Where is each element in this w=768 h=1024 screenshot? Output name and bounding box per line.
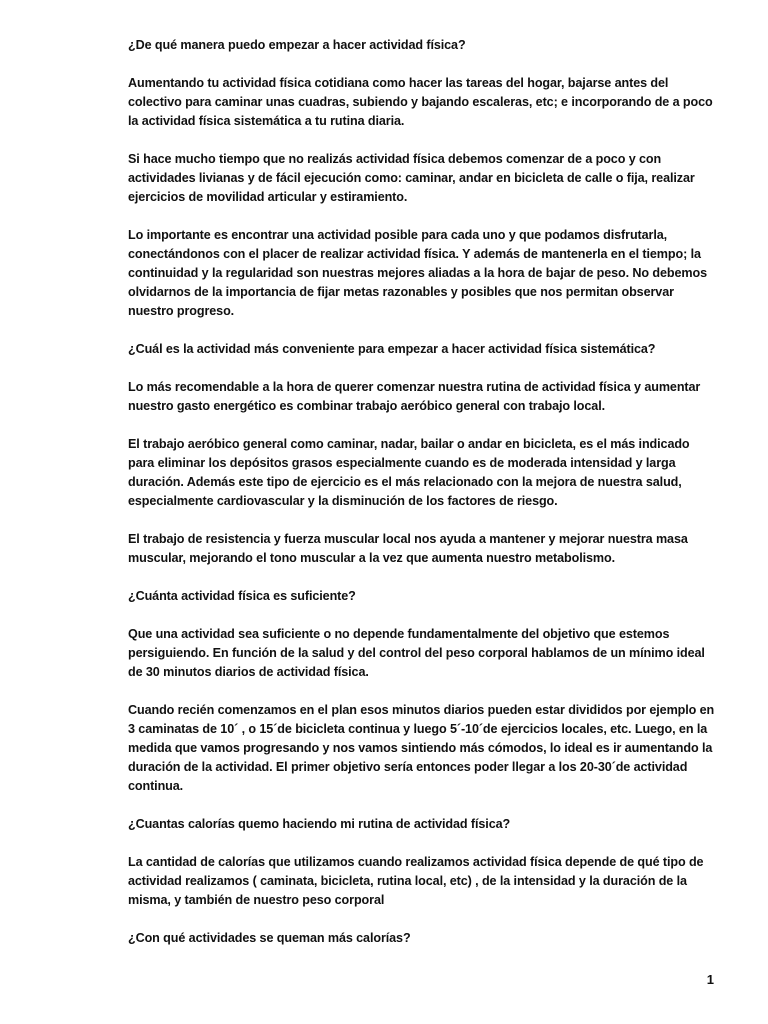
paragraph: Cuando recién comenzamos en el plan esos minutos diarios pueden estar divididos por ejemplo en 3 caminatas de 10´ , o 15´de bicicleta continua y luego 5´-10´de ejercicios locales, etc. Luego, en la medida que vamos progresando y nos vamos sintiendo más cómodos, lo ideal es ir aumentando la duración de la actividad. El primer objetivo sería entonces poder llegar a los 20-30´de actividad continua. xyxy=(128,703,715,793)
paragraph: Si hace mucho tiempo que no realizás actividad física debemos comenzar de a poco y con actividades livianas y de fácil ejecución como: caminar, andar en bicicleta de calle o fija, realizar ejercicios de movilidad articular y estiramiento. xyxy=(128,152,695,204)
paragraph: Lo más recomendable a la hora de querer comenzar nuestra rutina de actividad física y aumentar nuestro gasto energético es combinar trabajo aeróbico general con trabajo local. xyxy=(128,380,701,413)
section-heading: ¿De qué manera puedo empezar a hacer actividad física? xyxy=(128,38,466,52)
paragraph: El trabajo aeróbico general como caminar, nadar, bailar o andar en bicicleta, es el más indicado para eliminar los depósitos grasos especialmente cuando es de moderada intensidad y larga duración. Además este tipo de ejercicio es el más relacionado con la mejora de nuestra salud, especialmente cardiovascular y la disminución de los factores de riesgo. xyxy=(128,437,690,508)
section-heading: ¿Cuánta actividad física es suficiente? xyxy=(128,589,356,603)
document-body xyxy=(128,36,718,967)
section-heading: ¿Cuantas calorías quemo haciendo mi rutina de actividad física? xyxy=(128,817,511,831)
paragraph: Lo importante es encontrar una actividad posible para cada uno y que podamos disfrutarla, conectándonos con el placer de realizar actividad física. Y además de mantenerla en el tiempo; la continuidad y la regularidad son nuestras mejores aliadas a la hora de bajar de peso. No debemos olvidarnos de la importancia de fijar metas razonables y posibles que nos permitan observar nuestro progreso. xyxy=(128,228,707,318)
paragraph: La cantidad de calorías que utilizamos cuando realizamos actividad física depende de qué tipo de actividad realizamos ( caminata, bicicleta, rutina local, etc) , de la intensidad y la duración de la misma, y también de nuestro peso corporal xyxy=(128,855,704,907)
section-heading: ¿Cuál es la actividad más conveniente para empezar a hacer actividad física sistemática? xyxy=(128,342,656,356)
page-number: 1 xyxy=(706,972,714,987)
paragraph: Aumentando tu actividad física cotidiana como hacer las tareas del hogar, bajarse antes del colectivo para caminar unas cuadras, subiendo y bajando escaleras, etc; e incorporando de a poco la actividad física sistemática a tu rutina diaria. xyxy=(128,76,713,128)
paragraph: Que una actividad sea suficiente o no depende fundamentalmente del objetivo que estemos persiguiendo. En función de la salud y del control del peso corporal hablamos de un mínimo ideal de 30 minutos diarios de actividad física. xyxy=(128,627,705,679)
section-heading: ¿Con qué actividades se queman más calorías? xyxy=(128,931,411,945)
paragraph: El trabajo de resistencia y fuerza muscular local nos ayuda a mantener y mejorar nuestra masa muscular, mejorando el tono muscular a la vez que aumenta nuestro metabolismo. xyxy=(128,532,688,565)
